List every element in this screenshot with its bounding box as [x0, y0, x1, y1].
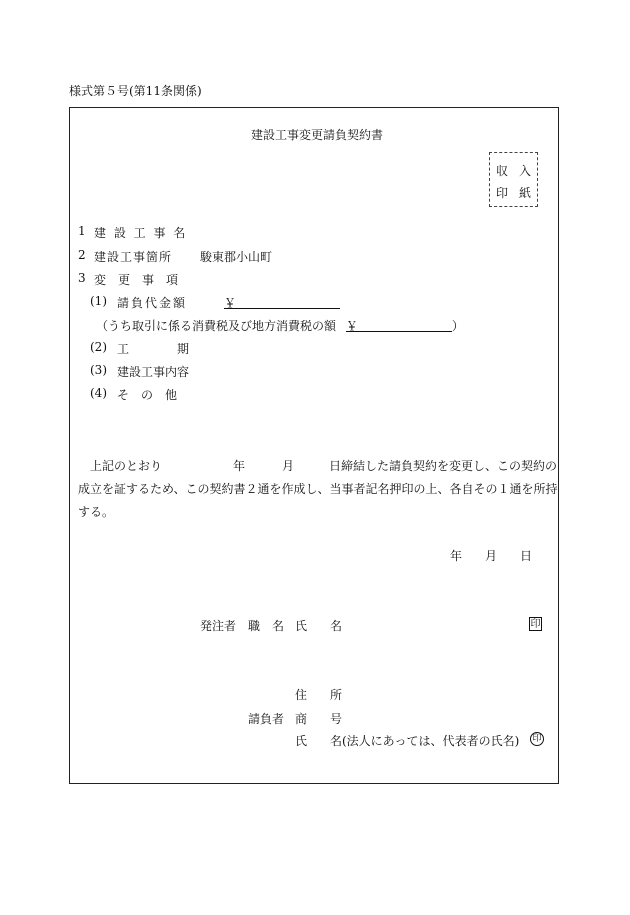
- sub-number: (2): [90, 340, 107, 354]
- construction-site-label: 建設工事箇所: [94, 250, 173, 264]
- form-number: 様式第５号(第11条関係): [69, 84, 202, 98]
- sub-number: (1): [90, 294, 107, 308]
- document-title: 建設工事変更請負契約書: [251, 128, 384, 142]
- yen-sign: ￥: [345, 319, 358, 333]
- item-number: 2: [78, 248, 86, 262]
- stamp-char: 紙: [519, 186, 532, 200]
- orderer-field-char: 職: [248, 619, 261, 633]
- item-number: 1: [78, 224, 86, 238]
- contract-amount-field: [224, 294, 340, 310]
- contractor-field-char: 所: [330, 688, 343, 702]
- body-month: 月: [282, 459, 295, 473]
- construction-name-label: 建 設 工 事 名: [94, 226, 188, 240]
- orderer-label: 発注者: [200, 619, 237, 633]
- contractor-label: 請負者: [248, 712, 285, 726]
- orderer-field-char: 名: [272, 619, 285, 633]
- period-label-b: 期: [177, 342, 190, 356]
- body-text: する。: [78, 505, 115, 519]
- seal-mark-square: 印: [530, 619, 541, 630]
- contractor-field-char: 氏: [295, 734, 308, 748]
- contractor-field-char: 号: [330, 712, 343, 726]
- seal-mark-circle: 印: [530, 732, 544, 746]
- sub-number: (4): [90, 386, 107, 400]
- body-text: 上記のとおり: [90, 459, 163, 473]
- period-label-a: 工: [117, 342, 130, 356]
- sub-number: (3): [90, 363, 107, 377]
- stamp-char: 印: [496, 186, 509, 200]
- stamp-char: 入: [519, 164, 532, 178]
- orderer-field-char: 名: [330, 619, 343, 633]
- date-year: 年: [450, 549, 463, 563]
- item-number: 3: [78, 271, 86, 285]
- date-day: 日: [520, 549, 533, 563]
- tax-close-paren: ）: [451, 319, 464, 333]
- body-text: 日締結した請負契約を変更し、この契約の: [329, 459, 558, 473]
- body-text: 成立を証するため、この契約書２通を作成し、当事者記名押印の上、各自その１通を所持: [78, 482, 558, 496]
- tax-amount-row: [96, 317, 464, 334]
- contract-amount-line: [224, 294, 340, 309]
- other-label: そ の 他: [117, 388, 178, 402]
- construction-content-label: 建設工事内容: [117, 365, 190, 379]
- construction-site-value: 駿東郡小山町: [200, 250, 273, 264]
- tax-amount-line: [346, 317, 452, 332]
- body-year: 年: [233, 459, 246, 473]
- contractor-field-char: 商: [295, 712, 308, 726]
- contractor-field-char: 住: [295, 688, 308, 702]
- contract-amount-label: 請負代金額: [117, 296, 188, 310]
- tax-amount-label: （うち取引に係る消費税及び地方消費税の額: [96, 319, 337, 333]
- stamp-char: 収: [496, 164, 509, 178]
- date-month: 月: [485, 549, 498, 563]
- orderer-field-char: 氏: [295, 619, 308, 633]
- contractor-name-label: 名(法人にあっては、代表者の氏名): [330, 734, 520, 748]
- yen-sign: ￥: [224, 296, 237, 310]
- form-border: [69, 107, 559, 784]
- change-items-label: 変 更 事 項: [94, 273, 179, 287]
